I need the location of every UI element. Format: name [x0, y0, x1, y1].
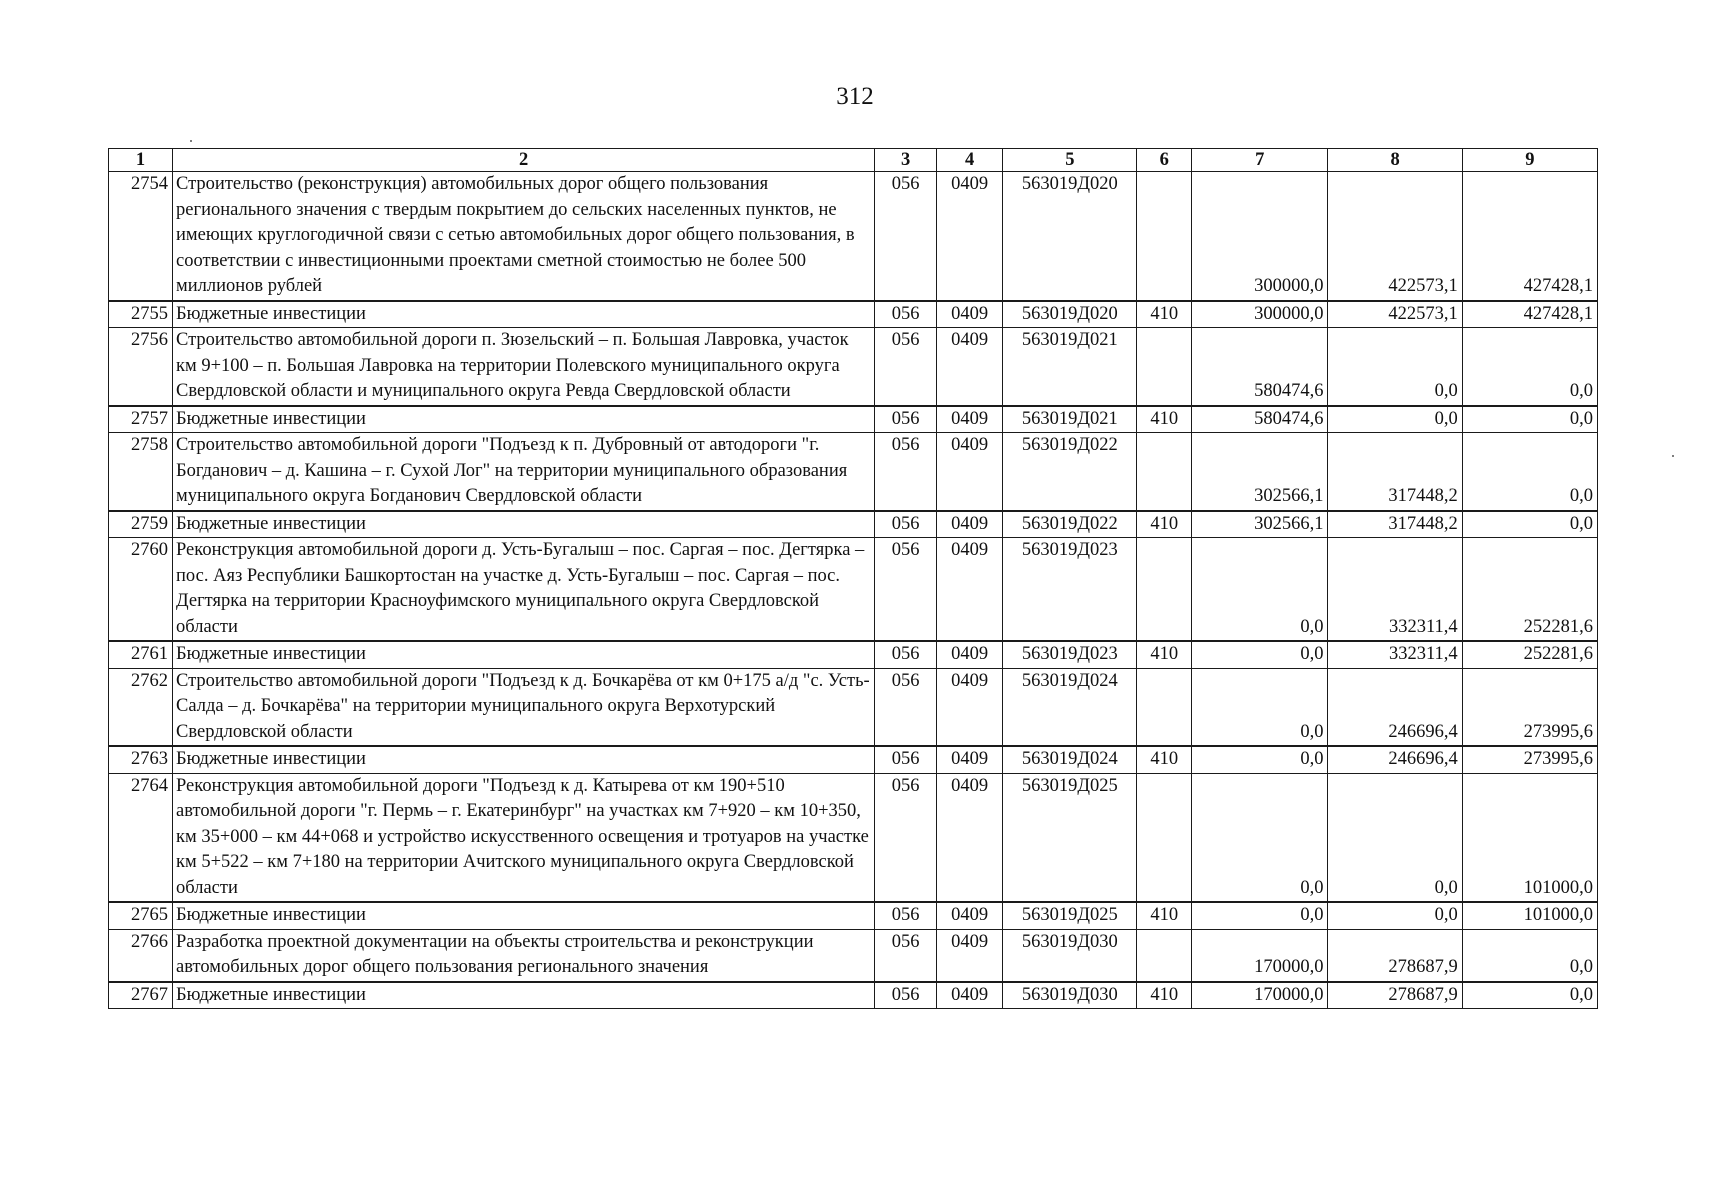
- cell-col9: 0,0: [1462, 511, 1597, 538]
- cell-col7: 300000,0: [1192, 301, 1328, 328]
- cell-col8: 332311,4: [1328, 641, 1462, 668]
- table-row: [109, 538, 1598, 642]
- column-header: 4: [937, 149, 1003, 172]
- cell-col6: [1137, 328, 1192, 406]
- table-row: [109, 982, 1598, 1009]
- cell-col3: 056: [875, 406, 937, 433]
- cell-col7: 580474,6: [1192, 328, 1328, 406]
- cell-col6: 410: [1137, 982, 1192, 1009]
- cell-col5: 563019Д023: [1003, 641, 1137, 668]
- row-number: 2763: [109, 746, 173, 773]
- cell-col4: 0409: [937, 172, 1003, 301]
- cell-col9: 252281,6: [1462, 641, 1597, 668]
- cell-col7: 0,0: [1192, 902, 1328, 929]
- cell-col6: 410: [1137, 641, 1192, 668]
- cell-col8: 246696,4: [1328, 668, 1462, 746]
- table-row: [109, 929, 1598, 982]
- cell-col5: 563019Д024: [1003, 668, 1137, 746]
- cell-col3: 056: [875, 641, 937, 668]
- row-name: Бюджетные инвестиции: [173, 301, 875, 328]
- table-row: [109, 902, 1598, 929]
- column-header: 8: [1328, 149, 1462, 172]
- column-header: 1: [109, 149, 173, 172]
- cell-col3: 056: [875, 301, 937, 328]
- row-name: Строительство автомобильной дороги п. Зюзельский – п. Большая Лавровка, участок км 9+100 – п. Большая Лавровка на территории Полевского муниципального округа Свердловской области и муниципального округа Ревда Свердловской области: [173, 328, 875, 406]
- cell-col3: 056: [875, 433, 937, 511]
- table-row: [109, 328, 1598, 406]
- row-name: Строительство автомобильной дороги "Подъезд к п. Дубровный от автодороги "г. Богданович – д. Кашина – г. Сухой Лог" на территории муниципального образования муниципального округа Богданович Свердловской области: [173, 433, 875, 511]
- cell-col6: [1137, 773, 1192, 902]
- row-name: Разработка проектной документации на объекты строительства и реконструкции автомобильных дорог общего пользования регионального значения: [173, 929, 875, 982]
- cell-col9: 101000,0: [1462, 773, 1597, 902]
- cell-col7: 302566,1: [1192, 433, 1328, 511]
- cell-col4: 0409: [937, 301, 1003, 328]
- cell-col3: 056: [875, 929, 937, 982]
- cell-col5: 563019Д021: [1003, 328, 1137, 406]
- column-header: 3: [875, 149, 937, 172]
- column-header: 7: [1192, 149, 1328, 172]
- cell-col9: 427428,1: [1462, 172, 1597, 301]
- budget-table: [108, 148, 1598, 1009]
- table-row: [109, 641, 1598, 668]
- row-number: 2756: [109, 328, 173, 406]
- cell-col3: 056: [875, 746, 937, 773]
- column-header: 6: [1137, 149, 1192, 172]
- table-row: [109, 406, 1598, 433]
- row-name: Реконструкция автомобильной дороги "Подъезд к д. Катырева от км 190+510 автомобильной дороги "г. Пермь – г. Екатеринбург" на участках км 7+920 – км 10+350, км 35+000 – км 44+068 и устройство искусственного освещения и тротуаров на участке км 5+522 – км 7+180 на территории Ачитского муниципального округа Свердловской области: [173, 773, 875, 902]
- cell-col5: 563019Д030: [1003, 929, 1137, 982]
- column-header: 5: [1003, 149, 1137, 172]
- cell-col3: 056: [875, 172, 937, 301]
- table-body: [109, 172, 1598, 1009]
- row-number: 2764: [109, 773, 173, 902]
- cell-col8: 278687,9: [1328, 982, 1462, 1009]
- row-name: Строительство (реконструкция) автомобильных дорог общего пользования регионального значения с твердым покрытием до сельских населенных пунктов, не имеющих круглогодичной связи с сетью автомобильных дорог общего пользования, в соответствии с инвестиционными проектами сметной стоимостью не более 500 миллионов рублей: [173, 172, 875, 301]
- cell-col8: 278687,9: [1328, 929, 1462, 982]
- cell-col9: 273995,6: [1462, 746, 1597, 773]
- row-name: Бюджетные инвестиции: [173, 406, 875, 433]
- cell-col8: 0,0: [1328, 902, 1462, 929]
- cell-col4: 0409: [937, 929, 1003, 982]
- cell-col9: 252281,6: [1462, 538, 1597, 642]
- row-number: 2765: [109, 902, 173, 929]
- cell-col8: 332311,4: [1328, 538, 1462, 642]
- row-name: Реконструкция автомобильной дороги д. Усть-Бугалыш – пос. Саргая – пос. Дегтярка – пос. Аяз Республики Башкортостан на участке д. Усть-Бугалыш – пос. Саргая – пос. Дегтярка на территории Красноуфимского муниципального округа Свердловской области: [173, 538, 875, 642]
- cell-col4: 0409: [937, 746, 1003, 773]
- cell-col6: 410: [1137, 301, 1192, 328]
- cell-col9: 0,0: [1462, 328, 1597, 406]
- cell-col8: 317448,2: [1328, 433, 1462, 511]
- table-row: [109, 746, 1598, 773]
- row-name: Бюджетные инвестиции: [173, 902, 875, 929]
- cell-col3: 056: [875, 982, 937, 1009]
- cell-col9: 101000,0: [1462, 902, 1597, 929]
- cell-col4: 0409: [937, 982, 1003, 1009]
- column-header: 2: [173, 149, 875, 172]
- cell-col5: 563019Д021: [1003, 406, 1137, 433]
- cell-col9: 273995,6: [1462, 668, 1597, 746]
- cell-col7: 0,0: [1192, 668, 1328, 746]
- cell-col5: 563019Д020: [1003, 301, 1137, 328]
- cell-col3: 056: [875, 902, 937, 929]
- cell-col5: 563019Д024: [1003, 746, 1137, 773]
- cell-col5: 563019Д022: [1003, 433, 1137, 511]
- cell-col8: 0,0: [1328, 773, 1462, 902]
- row-number: 2762: [109, 668, 173, 746]
- cell-col8: 422573,1: [1328, 172, 1462, 301]
- row-number: 2759: [109, 511, 173, 538]
- cell-col4: 0409: [937, 668, 1003, 746]
- cell-col5: 563019Д022: [1003, 511, 1137, 538]
- cell-col7: 0,0: [1192, 641, 1328, 668]
- table-row: [109, 172, 1598, 301]
- cell-col8: 246696,4: [1328, 746, 1462, 773]
- row-number: 2766: [109, 929, 173, 982]
- cell-col3: 056: [875, 511, 937, 538]
- cell-col4: 0409: [937, 328, 1003, 406]
- cell-col5: 563019Д025: [1003, 902, 1137, 929]
- cell-col3: 056: [875, 538, 937, 642]
- cell-col5: 563019Д023: [1003, 538, 1137, 642]
- cell-col9: 0,0: [1462, 433, 1597, 511]
- cell-col7: 170000,0: [1192, 982, 1328, 1009]
- cell-col6: 410: [1137, 902, 1192, 929]
- cell-col6: 410: [1137, 746, 1192, 773]
- row-number: 2757: [109, 406, 173, 433]
- row-number: 2754: [109, 172, 173, 301]
- table-header-row: [109, 149, 1598, 172]
- cell-col6: [1137, 538, 1192, 642]
- column-header: 9: [1462, 149, 1597, 172]
- scan-speck: [190, 140, 192, 142]
- cell-col8: 0,0: [1328, 406, 1462, 433]
- cell-col4: 0409: [937, 511, 1003, 538]
- cell-col6: [1137, 172, 1192, 301]
- cell-col7: 170000,0: [1192, 929, 1328, 982]
- row-name: Бюджетные инвестиции: [173, 982, 875, 1009]
- table-row: [109, 301, 1598, 328]
- cell-col9: 427428,1: [1462, 301, 1597, 328]
- cell-col5: 563019Д020: [1003, 172, 1137, 301]
- cell-col7: 0,0: [1192, 538, 1328, 642]
- row-number: 2767: [109, 982, 173, 1009]
- cell-col8: 0,0: [1328, 328, 1462, 406]
- cell-col6: [1137, 929, 1192, 982]
- table-row: [109, 668, 1598, 746]
- cell-col5: 563019Д025: [1003, 773, 1137, 902]
- cell-col6: 410: [1137, 406, 1192, 433]
- cell-col6: [1137, 668, 1192, 746]
- cell-col3: 056: [875, 773, 937, 902]
- cell-col7: 0,0: [1192, 773, 1328, 902]
- cell-col7: 302566,1: [1192, 511, 1328, 538]
- table-row: [109, 773, 1598, 902]
- cell-col4: 0409: [937, 773, 1003, 902]
- cell-col4: 0409: [937, 538, 1003, 642]
- cell-col9: 0,0: [1462, 929, 1597, 982]
- row-number: 2755: [109, 301, 173, 328]
- cell-col4: 0409: [937, 902, 1003, 929]
- cell-col9: 0,0: [1462, 982, 1597, 1009]
- row-name: Бюджетные инвестиции: [173, 641, 875, 668]
- scan-speck: [1672, 455, 1674, 457]
- cell-col6: [1137, 433, 1192, 511]
- cell-col9: 0,0: [1462, 406, 1597, 433]
- cell-col5: 563019Д030: [1003, 982, 1137, 1009]
- cell-col7: 580474,6: [1192, 406, 1328, 433]
- row-name: Бюджетные инвестиции: [173, 746, 875, 773]
- cell-col4: 0409: [937, 406, 1003, 433]
- row-number: 2758: [109, 433, 173, 511]
- table-row: [109, 511, 1598, 538]
- cell-col7: 300000,0: [1192, 172, 1328, 301]
- page-number: 312: [836, 83, 874, 110]
- cell-col3: 056: [875, 328, 937, 406]
- table-row: [109, 433, 1598, 511]
- cell-col4: 0409: [937, 433, 1003, 511]
- cell-col7: 0,0: [1192, 746, 1328, 773]
- row-number: 2761: [109, 641, 173, 668]
- cell-col4: 0409: [937, 641, 1003, 668]
- cell-col8: 317448,2: [1328, 511, 1462, 538]
- row-name: Строительство автомобильной дороги "Подъезд к д. Бочкарёва от км 0+175 а/д "с. Усть-Салда – д. Бочкарёва" на территории муниципального округа Верхотурский Свердловской области: [173, 668, 875, 746]
- cell-col8: 422573,1: [1328, 301, 1462, 328]
- row-name: Бюджетные инвестиции: [173, 511, 875, 538]
- row-number: 2760: [109, 538, 173, 642]
- cell-col3: 056: [875, 668, 937, 746]
- cell-col6: 410: [1137, 511, 1192, 538]
